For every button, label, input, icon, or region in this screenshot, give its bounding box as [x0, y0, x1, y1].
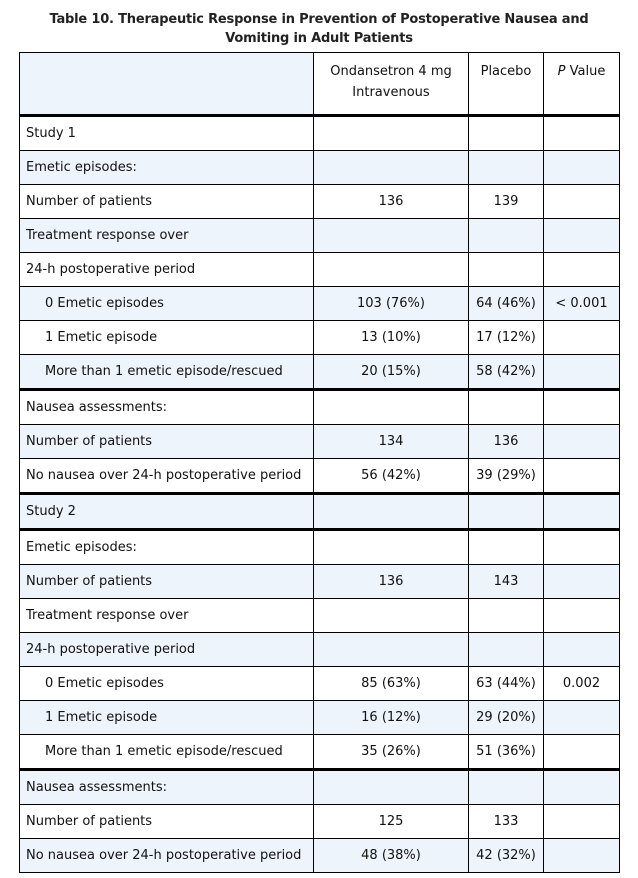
- cell-ondansetron: 136: [314, 565, 469, 599]
- cell-placebo: [469, 151, 544, 185]
- cell-ondansetron: [314, 633, 469, 667]
- row-label: Number of patients: [20, 805, 314, 839]
- table-row: [20, 219, 620, 253]
- cell-p-value: [544, 185, 620, 219]
- row-label: 0 Emetic episodes: [20, 287, 314, 321]
- header-p-rest: Value: [565, 64, 606, 79]
- table-row: [20, 425, 620, 459]
- table-row: [20, 805, 620, 839]
- cell-placebo: 133: [469, 805, 544, 839]
- cell-ondansetron: [314, 253, 469, 287]
- cell-p-value: [544, 390, 620, 425]
- table-caption: Table 10. Therapeutic Response in Prevention of Postoperative Nausea and Vomiting in Adult Patients: [49, 12, 589, 46]
- table-row: [20, 633, 620, 667]
- results-table: [19, 52, 620, 873]
- cell-placebo: [469, 530, 544, 565]
- cell-p-value: [544, 494, 620, 530]
- table-row: [20, 530, 620, 565]
- cell-placebo: 63 (44%): [469, 667, 544, 701]
- cell-p-value: [544, 355, 620, 390]
- table-row: [20, 253, 620, 287]
- cell-ondansetron: 56 (42%): [314, 459, 469, 494]
- cell-placebo: 39 (29%): [469, 459, 544, 494]
- cell-placebo: 42 (32%): [469, 839, 544, 873]
- cell-placebo: [469, 390, 544, 425]
- cell-ondansetron: [314, 494, 469, 530]
- cell-placebo: 139: [469, 185, 544, 219]
- row-label: Nausea assessments:: [20, 770, 314, 805]
- cell-ondansetron: 13 (10%): [314, 321, 469, 355]
- cell-p-value: < 0.001: [544, 287, 620, 321]
- cell-p-value: [544, 805, 620, 839]
- cell-p-value: [544, 701, 620, 735]
- row-label: Number of patients: [20, 185, 314, 219]
- row-label: Treatment response over: [20, 599, 314, 633]
- row-label: No nausea over 24-h postoperative period: [20, 459, 314, 494]
- table-row: [20, 735, 620, 770]
- row-label: Number of patients: [20, 565, 314, 599]
- row-label: 1 Emetic episode: [20, 321, 314, 355]
- cell-ondansetron: [314, 219, 469, 253]
- cell-placebo: 58 (42%): [469, 355, 544, 390]
- cell-ondansetron: 35 (26%): [314, 735, 469, 770]
- cell-p-value: [544, 633, 620, 667]
- header-ondansetron: Ondansetron 4 mg Intravenous: [314, 53, 469, 116]
- table-row: [20, 151, 620, 185]
- table-row: [20, 839, 620, 873]
- row-label: Study 2: [20, 494, 314, 530]
- row-label: 24-h postoperative period: [20, 633, 314, 667]
- cell-p-value: [544, 116, 620, 151]
- table-row: [20, 287, 620, 321]
- cell-ondansetron: 134: [314, 425, 469, 459]
- cell-p-value: [544, 425, 620, 459]
- cell-placebo: [469, 599, 544, 633]
- row-label: 1 Emetic episode: [20, 701, 314, 735]
- cell-p-value: [544, 151, 620, 185]
- cell-p-value: [544, 565, 620, 599]
- cell-ondansetron: [314, 770, 469, 805]
- table-row: [20, 321, 620, 355]
- cell-placebo: [469, 494, 544, 530]
- cell-p-value: [544, 599, 620, 633]
- cell-p-value: 0.002: [544, 667, 620, 701]
- cell-placebo: 17 (12%): [469, 321, 544, 355]
- row-label: Number of patients: [20, 425, 314, 459]
- cell-ondansetron: 48 (38%): [314, 839, 469, 873]
- header-p-value: [544, 53, 620, 116]
- cell-ondansetron: [314, 530, 469, 565]
- cell-p-value: [544, 839, 620, 873]
- row-label: Study 1: [20, 116, 314, 151]
- header-row: [20, 53, 620, 116]
- cell-placebo: [469, 116, 544, 151]
- table-row: [20, 667, 620, 701]
- cell-placebo: [469, 253, 544, 287]
- row-label: 24-h postoperative period: [20, 253, 314, 287]
- row-label: Nausea assessments:: [20, 390, 314, 425]
- cell-ondansetron: 103 (76%): [314, 287, 469, 321]
- table-row: [20, 116, 620, 151]
- cell-placebo: 64 (46%): [469, 287, 544, 321]
- cell-ondansetron: 16 (12%): [314, 701, 469, 735]
- header-placebo: Placebo: [469, 53, 544, 116]
- table-row: [20, 701, 620, 735]
- cell-ondansetron: [314, 599, 469, 633]
- row-label: Treatment response over: [20, 219, 314, 253]
- cell-placebo: [469, 219, 544, 253]
- cell-ondansetron: 20 (15%): [314, 355, 469, 390]
- cell-ondansetron: [314, 390, 469, 425]
- cell-ondansetron: 136: [314, 185, 469, 219]
- row-label: Emetic episodes:: [20, 530, 314, 565]
- table-row: [20, 355, 620, 390]
- cell-placebo: [469, 633, 544, 667]
- cell-placebo: 143: [469, 565, 544, 599]
- row-label: More than 1 emetic episode/rescued: [20, 355, 314, 390]
- cell-ondansetron: 85 (63%): [314, 667, 469, 701]
- cell-p-value: [544, 530, 620, 565]
- cell-placebo: [469, 770, 544, 805]
- cell-ondansetron: [314, 151, 469, 185]
- table-row: [20, 459, 620, 494]
- cell-p-value: [544, 321, 620, 355]
- cell-ondansetron: 125: [314, 805, 469, 839]
- cell-p-value: [544, 735, 620, 770]
- table-row: [20, 770, 620, 805]
- row-label: More than 1 emetic episode/rescued: [20, 735, 314, 770]
- cell-ondansetron: [314, 116, 469, 151]
- cell-placebo: 51 (36%): [469, 735, 544, 770]
- cell-placebo: 136: [469, 425, 544, 459]
- table-row: [20, 599, 620, 633]
- table-row: [20, 565, 620, 599]
- cell-p-value: [544, 253, 620, 287]
- row-label: Emetic episodes:: [20, 151, 314, 185]
- table-row: [20, 390, 620, 425]
- cell-p-value: [544, 219, 620, 253]
- cell-p-value: [544, 459, 620, 494]
- header-label-cell: [20, 53, 314, 116]
- header-p-italic: P: [557, 64, 566, 79]
- cell-p-value: [544, 770, 620, 805]
- cell-placebo: 29 (20%): [469, 701, 544, 735]
- table-row: [20, 185, 620, 219]
- row-label: 0 Emetic episodes: [20, 667, 314, 701]
- table-row: [20, 494, 620, 530]
- row-label: No nausea over 24-h postoperative period: [20, 839, 314, 873]
